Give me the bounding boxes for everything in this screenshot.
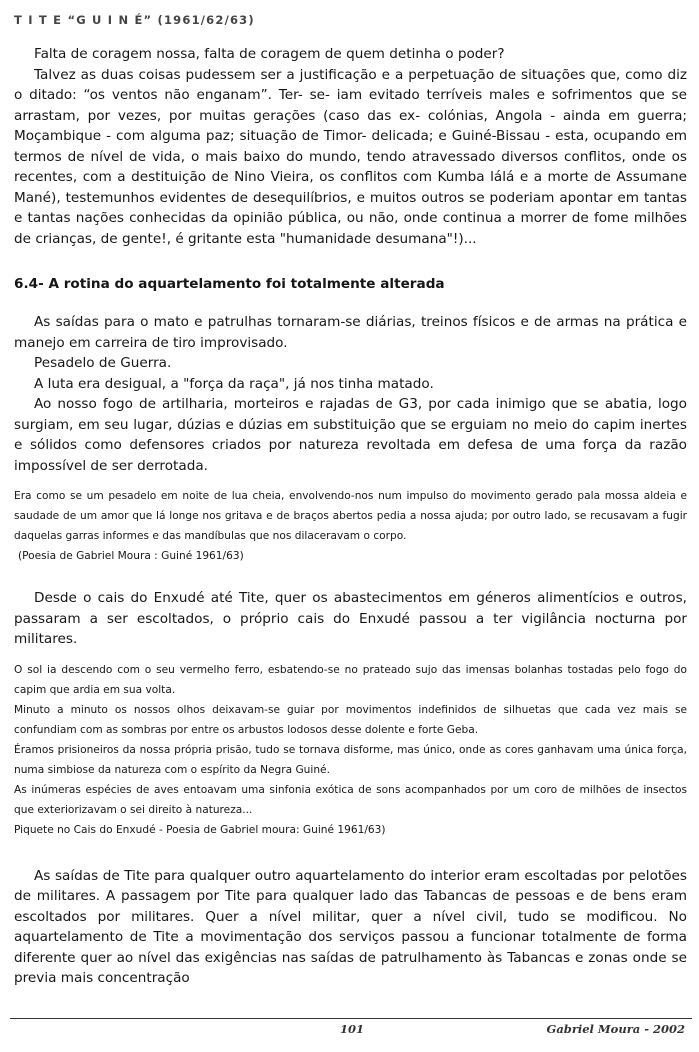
poem-line: Minuto a minuto os nossos olhos deixavam-se guiar por movimentos indefinidos de silhuetas que cada vez mais se confundiam com as sombras por entre os arbustos lodosos desse dolente e forte Geba.	[14, 703, 687, 736]
spacer	[14, 566, 687, 588]
page-body	[14, 44, 687, 989]
paragraph: Pesadelo de Guerra.	[34, 355, 172, 371]
poem-credit: (Poesia de Gabriel Moura : Guiné 1961/63)	[18, 550, 244, 562]
page-number: 101	[340, 1022, 365, 1036]
spacer	[14, 650, 687, 660]
footer-rule	[10, 1018, 692, 1019]
poem-line: As inúmeras espécies de aves entoavam uma sinfonia exótica de sons acompanhados por um coro de milhões de insectos que exteriorizavam o sei direito à natureza...	[14, 783, 687, 816]
paragraph: Desde o cais do Enxudé até Tite, quer os abastecimentos em géneros alimentícios e outros, passaram a ser escoltados, o próprio cais do Enxudé passou a ter vigilância nocturna por militares.	[14, 590, 687, 647]
poem-line: Éramos prisioneiros da nossa própria prisão, tudo se tornava disforme, mas único, onde as cores ganhavam uma única força, numa simbiose da natureza com o espírito da Negra Guiné.	[14, 743, 687, 776]
poem-text: Era como se um pesadelo em noite de lua cheia, envolvendo-nos num impulso do movimento gerado pala mossa aldeia e saudade de um amor que lá longe nos gritava e de braços abertos pedia a nossa ajuda; por outro lado, se recusavam a fugir daquelas garras informes e das mandíbulas que nos dilaceravam o corpo.	[14, 490, 687, 542]
footer-author: Gabriel Moura - 2002	[546, 1022, 685, 1036]
paragraph: As saídas de Tite para qualquer outro aquartelamento do interior eram escoltadas por pelotões de militares. A passagem por Tite para qualquer lado das Tabancas de pessoas e de bens eram escoltados por militares. Quer a nível militar, quer a nível civil, tudo se modificou. No aquartelamento de Tite a movimentação dos serviços passou a funcionar totalmente de forma diferente quer ao nível das exigências nas saídas de patrulhamento às Tabancas e zonas onde se previa mais concentração	[14, 867, 687, 986]
poem-line: O sol ia descendo com o seu vermelho ferro, esbatendo-se no prateado sujo das imensas bolanhas tostadas pelo fogo do capim que ardia em sua volta.	[14, 663, 687, 696]
paragraph: A luta era desigual, a "força da raça", já nos tinha matado.	[34, 375, 434, 392]
section-heading: 6.4- A rotina do aquartelamento foi totalmente alterada	[14, 276, 445, 292]
spacer	[14, 476, 687, 486]
spacer	[14, 840, 687, 866]
poem-credit: Piquete no Cais do Enxudé - Poesia de Gabriel moura: Guiné 1961/63)	[14, 823, 386, 836]
paragraph: Falta de coragem nossa, falta de coragem de quem detinha o poder?	[34, 46, 505, 62]
paragraph: Ao nosso fogo de artilharia, morteiros e rajadas de G3, por cada inimigo que se abatia, logo surgiam, em seu lugar, dúzias e dúzias em substituição que se erguiam no meio do capim inertes e sólidos como defensores criados por natureza revoltada em defesa de uma força da razão impossível de ser derrotada.	[14, 396, 687, 474]
paragraph: As saídas para o mato e patrulhas tornaram-se diárias, treinos físicos e de armas na prática e manejo em carreira de tiro improvisado.	[14, 314, 687, 351]
paragraph: Talvez as duas coisas pudessem ser a justificação e a perpetuação de situações que, como diz o ditado: “os ventos não enganam”. Ter- se- iam evitado terríveis males e sofrimentos que se arrastam, por vezes, por muitas gerações (caso das ex- colónias, Angola - ainda em guerra; Moçambique - com alguma paz; situação de Timor- delicada; e Guiné-Bissau - esta, ocupando em termos de nível de vida, o mais baixo do mundo, tendo atravessado diversos conflitos, onde os recentes, com a destituição de Nino Vieira, os conflitos com Kumba lálá e a morte de Assumane Mané), testemunhos evidentes de desequilíbrios, e muitos outros se poderiam apontar em tantas e tantas nações conhecidas da opinião pública, ou não, onde continua a morrer de fome milhões de crianças, de gente!, é gritante esta "humanidade desumana"!)...	[14, 66, 687, 247]
running-header: T I T E “G U I N É” (1961/62/63)	[14, 13, 255, 27]
